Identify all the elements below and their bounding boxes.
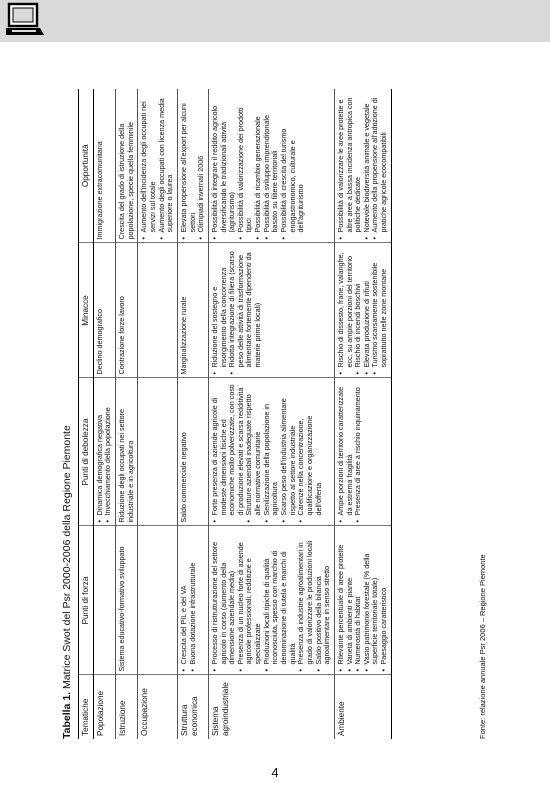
bullet-list bbox=[337, 530, 389, 672]
bullet-item: • Paesaggio caratteristico bbox=[380, 530, 389, 672]
bullet-item: • Varietà di ambienti e piante bbox=[346, 530, 355, 672]
bullet-item: • Saldo positivo della bilancia agroalimentare in senso stretto bbox=[315, 530, 332, 672]
table-row bbox=[93, 89, 115, 739]
bullet-list bbox=[96, 382, 113, 523]
theme-cell: Istruzione bbox=[116, 675, 138, 739]
bullet-item: • Forte presenza di aziende agricole di modeste dimensioni fisiche ed economiche molto polverizzate, con costi di produzione elevati e scarsa redditività bbox=[211, 382, 246, 523]
theme-cell: Occupazione bbox=[138, 675, 178, 739]
cell-punti-di-forza bbox=[138, 526, 178, 675]
table-row bbox=[138, 89, 178, 739]
bullet-item: • Aumento degli occupati con licenza media superiore o laurea bbox=[158, 92, 175, 240]
header-opportunita: Opportunità bbox=[79, 89, 94, 243]
bullet-list bbox=[211, 530, 332, 672]
cell-text: Crescita del grado di istruzione della popolazione, specie quella femminile bbox=[117, 122, 135, 240]
rotated-table-block bbox=[58, 89, 500, 739]
bullet-list bbox=[211, 382, 323, 523]
bullet-item: • Produzioni locali tipiche di qualità riconosciuta, spesso con marchio di denominazione di tutela e marchi di qualità bbox=[263, 530, 298, 672]
cell-text: Contrazione forze lavoro bbox=[117, 296, 127, 375]
bullet-item: • Numerosità di habitat bbox=[354, 530, 363, 672]
table-row bbox=[177, 89, 208, 739]
table-body bbox=[93, 89, 391, 739]
cell-text: Marginalizzazione rurale bbox=[178, 296, 188, 375]
cell-opportunita bbox=[93, 89, 115, 243]
header-minacce: Minacce bbox=[79, 243, 94, 378]
bullet-item: • Turismo scarsamente sostenibile soprattutto nelle zone montane bbox=[371, 247, 388, 375]
cell-minacce bbox=[208, 243, 334, 378]
cell-text: Saldo commerciale negativo bbox=[178, 432, 188, 523]
bullet-item: • Rischio di incendi boschivi bbox=[354, 247, 363, 375]
table-row bbox=[116, 89, 138, 739]
cell-punti-di-forza bbox=[208, 526, 334, 675]
header-tematiche: Tematiche bbox=[79, 675, 94, 739]
cell-text: Riduzione degli occupati nei settore industriale e in agricoltura bbox=[117, 409, 135, 523]
bullet-item: • Buona dotazione infrastrutturale bbox=[189, 530, 198, 672]
bullet-list bbox=[140, 92, 175, 240]
bullet-item: • Rischio di dissesto, frane, valanghe, ecc. su ampie porzioni del territorio bbox=[337, 247, 354, 375]
cell-minacce bbox=[93, 243, 115, 378]
bullet-list bbox=[337, 247, 389, 375]
bullet-item: • Ampie porzioni di territorio caratterizzate da estrema fragilità bbox=[337, 382, 354, 523]
table-caption bbox=[58, 425, 76, 739]
cell-punti-di-debolezza bbox=[208, 378, 334, 526]
bullet-item: • Possibilità di valorizzare le aree protette e altre aree a bassa incidenza antropica con politiche dedicate bbox=[337, 92, 363, 240]
bullet-item: • Senilizzazione della popolazione in agricoltura bbox=[263, 382, 280, 523]
cell-minacce bbox=[334, 243, 391, 378]
header-punti-di-debolezza: Punti di debolezza bbox=[79, 378, 94, 526]
cell-punti-di-debolezza bbox=[93, 378, 115, 526]
bullet-item: • Elevata propensione all'export per alcuni settori bbox=[180, 92, 197, 240]
bullet-item: • Crescita del PIL e del VA bbox=[180, 530, 189, 672]
bullet-item: • Processo di ristrutturazione del settore agricolo in corso (aumento della dimensione aziendale media) bbox=[211, 530, 237, 672]
bullet-item: • Notevole biodiversità animale e vegetale bbox=[363, 92, 372, 240]
swot-table bbox=[78, 89, 392, 739]
header-row bbox=[79, 89, 94, 739]
bullet-item: • Possibilità di sviluppo imprenditoriale basato su filiere territoriali bbox=[263, 92, 280, 240]
caption-text: Matrice Swot del Psr 2000-2006 della Regione Piemonte bbox=[61, 425, 73, 689]
table-row bbox=[208, 89, 334, 739]
theme-cell: Struttura economica bbox=[177, 675, 208, 739]
cell-text: Declino demografico bbox=[94, 308, 104, 375]
theme-cell: Popolazione bbox=[93, 675, 115, 739]
laptop-icon bbox=[4, 2, 46, 38]
bullet-item: • Rilevante percentuale di aree protette bbox=[337, 530, 346, 672]
bullet-item: • Olimpiadi invernali 2006 bbox=[197, 92, 206, 240]
bullet-item: • Possibilità di crescita del turismo enogastronomico, culturale e dell'agriturismo bbox=[280, 92, 306, 240]
bullet-item: • Elevata produzione di rifiuti bbox=[363, 247, 372, 375]
theme-cell: Ambiente bbox=[334, 675, 391, 739]
bullet-item: • Presenza di aree a rischio inquinamento bbox=[354, 382, 363, 523]
cell-text: Immigrazione extracomunitaria bbox=[94, 141, 104, 240]
bullet-list bbox=[211, 247, 263, 375]
bullet-item: • Aumento della propensione all'adozione di pratiche agricole ecocompatibili bbox=[371, 92, 388, 240]
bullet-item: • Vasto patrimonio forestale (% della superficie territoriale totale) bbox=[363, 530, 380, 672]
bullet-list bbox=[180, 530, 197, 672]
bullet-item: • Possibilità di valorizzazione dei prodotti tipici bbox=[237, 92, 254, 240]
bullet-item: • Dinamica demografica negativa bbox=[96, 382, 105, 523]
bullet-list bbox=[180, 92, 206, 240]
cell-punti-di-forza bbox=[177, 526, 208, 675]
bullet-item: • Strutture aziendali inadeguate rispetto alle normative comunitarie bbox=[245, 382, 262, 523]
bullet-list bbox=[211, 92, 306, 240]
cell-opportunita bbox=[116, 89, 138, 243]
cell-punti-di-forza bbox=[116, 526, 138, 675]
cell-text: Sistema educativo-formativo sviluppato bbox=[117, 546, 127, 672]
bullet-item: • Scarso peso dell'industria alimentare rispetto al settore industriale bbox=[280, 382, 297, 523]
cell-punti-di-debolezza bbox=[177, 378, 208, 526]
cell-minacce bbox=[177, 243, 208, 378]
header-punti-di-forza: Punti di forza bbox=[79, 526, 94, 675]
table-source: Fonte: relazione annuale Psr 2006 – Regione Piemonte bbox=[478, 554, 487, 739]
cell-opportunita bbox=[177, 89, 208, 243]
cell-opportunita bbox=[334, 89, 391, 243]
bullet-list bbox=[337, 92, 389, 240]
theme-cell: Sistema agroindustriale bbox=[208, 675, 334, 739]
bullet-list bbox=[337, 382, 363, 523]
bullet-item: • Presenza di industrie agroalimentari in grado di valorizzare le produzioni locali bbox=[297, 530, 314, 672]
cell-minacce bbox=[116, 243, 138, 378]
bullet-item: • Possibilità di integrare il reddito agricolo diversificando le tradizionali attività (agriturismo) bbox=[211, 92, 237, 240]
table-row bbox=[334, 89, 391, 739]
bullet-item: • Ridotta integrazione di filiera (scarso peso delle attività di trasformazione alimentare fortemente dipendenti da materie prime locali) bbox=[228, 247, 263, 375]
cell-punti-di-forza bbox=[334, 526, 391, 675]
cell-punti-di-debolezza bbox=[334, 378, 391, 526]
cell-minacce bbox=[138, 243, 178, 378]
bullet-item: • Invecchiamento della popolazione bbox=[104, 382, 113, 523]
cell-punti-di-debolezza bbox=[138, 378, 178, 526]
bullet-item: • Riduzione del sostegno e insorgimento della concorrenza bbox=[211, 247, 228, 375]
bullet-item: • Aumento dell'incidenza degli occupati nei servizi sul totale bbox=[140, 92, 157, 240]
cell-opportunita bbox=[138, 89, 178, 243]
bullet-item: • Presenza di un nucleo forte di aziende agricole professionali, redditizie e specializzate bbox=[237, 530, 263, 672]
cell-opportunita bbox=[208, 89, 334, 243]
cell-punti-di-debolezza bbox=[116, 378, 138, 526]
page-number: 4 bbox=[271, 765, 279, 780]
page-header-band bbox=[0, 0, 550, 42]
bullet-item: • Carenze nella concentrazione, qualificazione e organizzazione dell'offerta bbox=[297, 382, 323, 523]
caption-label: Tabella 1. bbox=[61, 691, 73, 739]
bullet-item: • Possibilità di ricambio generazionale bbox=[254, 92, 263, 240]
cell-punti-di-forza bbox=[93, 526, 115, 675]
